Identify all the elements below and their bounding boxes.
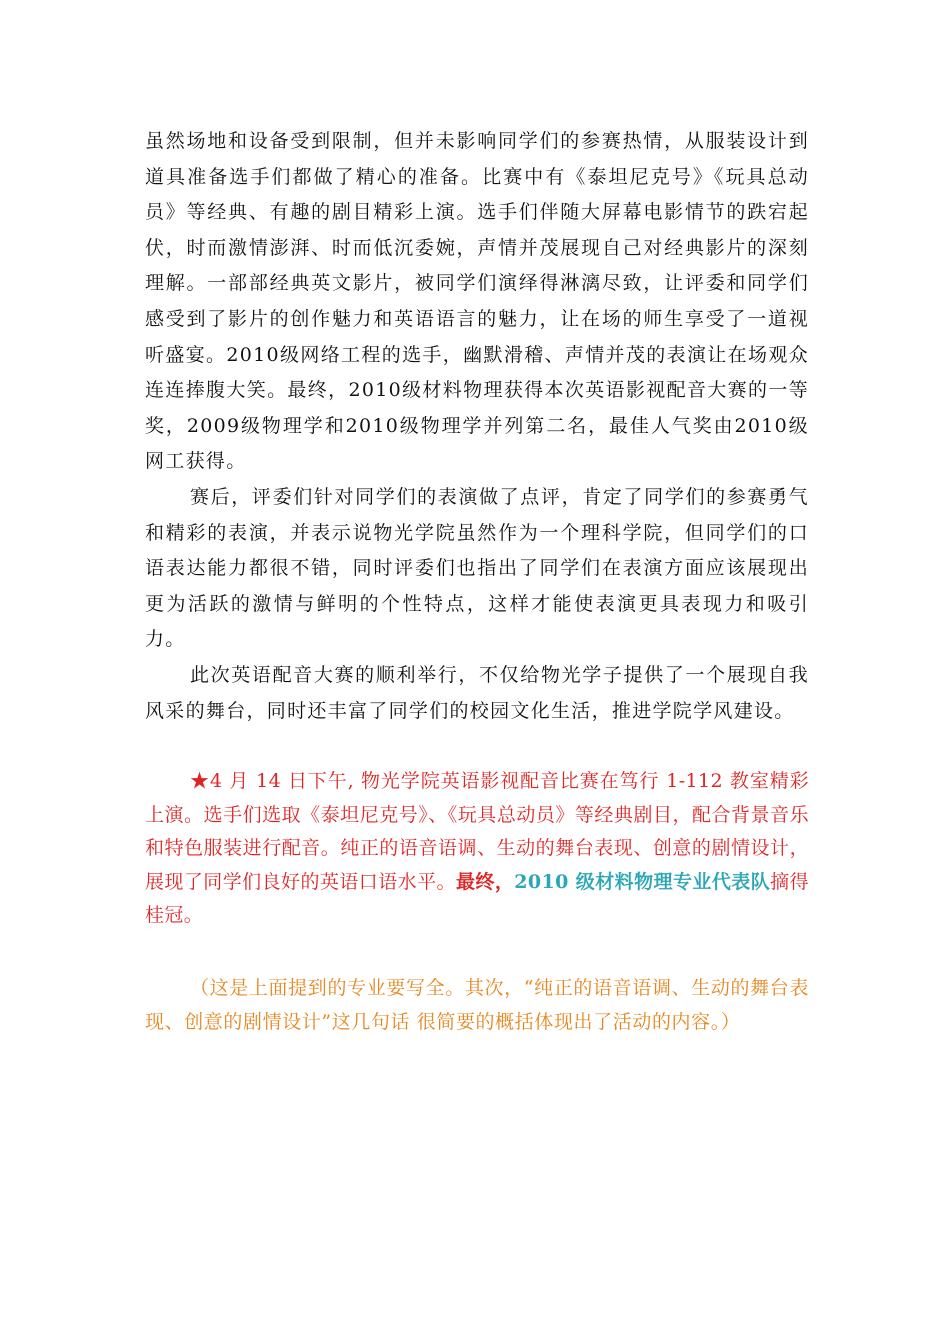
star-icon: ★ — [190, 770, 210, 793]
summary-final-label: 最终， — [455, 870, 515, 893]
editor-comment: （这是上面提到的专业要写全。其次，“纯正的语音语调、生动的舞台表现、创意的剧情设计”这几句话 很简要的概括体现出了活动的内容。） — [145, 976, 809, 1034]
summary-block — [145, 765, 809, 933]
winning-team-highlight: 2010 级材料物理专业代表队 — [514, 870, 771, 893]
paragraph-judges-comments: 赛后，评委们针对同学们的表演做了点评，肯定了同学们的参赛勇气和精彩的表演，并表示说物光学院虽然作为一个理科学院，但同学们的口语表达能力都很不错，同时评委们也指出了同学们在表演方面应该展现出更为活跃的激情与鲜明的个性特点，这样才能使表演更具表现力和吸引力。 — [145, 485, 809, 651]
document-body — [145, 124, 809, 1059]
paragraph-competition-details: 虽然场地和设备受到限制，但并未影响同学们的参赛热情，从服装设计到道具准备选手们都做了精心的准备。比赛中有《泰坦尼克号》《玩具总动员》等经典、有趣的剧目精彩上演。选手们伴随大屏幕电影情节的跌宕起伏，时而激情澎湃、时而低沉委婉，声情并茂展现自己对经典影片的深刻理解。一部部经典英文影片，被同学们演绎得淋漓尽致，让评委和同学们感受到了影片的创作魅力和英语语言的魅力，让在场的师生享受了一道视听盛宴。2010级网络工程的选手，幽默滑稽、声情并茂的表演让在场观众连连捧腹大笑。最终，2010级材料物理获得本次英语影视配音大赛的一等奖，2009级物理学和2010级物理学并列第二名，最佳人气奖由2010级网工获得。 — [145, 130, 809, 473]
paragraph-conclusion: 此次英语配音大赛的顺利举行，不仅给物光学子提供了一个展现自我风采的舞台，同时还丰富了同学们的校园文化生活，推进学院学风建设。 — [145, 663, 809, 722]
summary-ending: 摘得桂冠。 — [145, 870, 810, 927]
summary-text: 4 月 14 日下午, 物光学院英语影视配音比赛在笃行 1-112 教室精彩上演。选手们选取《泰坦尼克号》、《玩具总动员》等经典剧目，配合背景音乐和特色服装进行配音。纯正的语音语调、生动的舞台表现、创意的剧情设计，展现了同学们良好的英语口语水平。 — [145, 770, 809, 893]
